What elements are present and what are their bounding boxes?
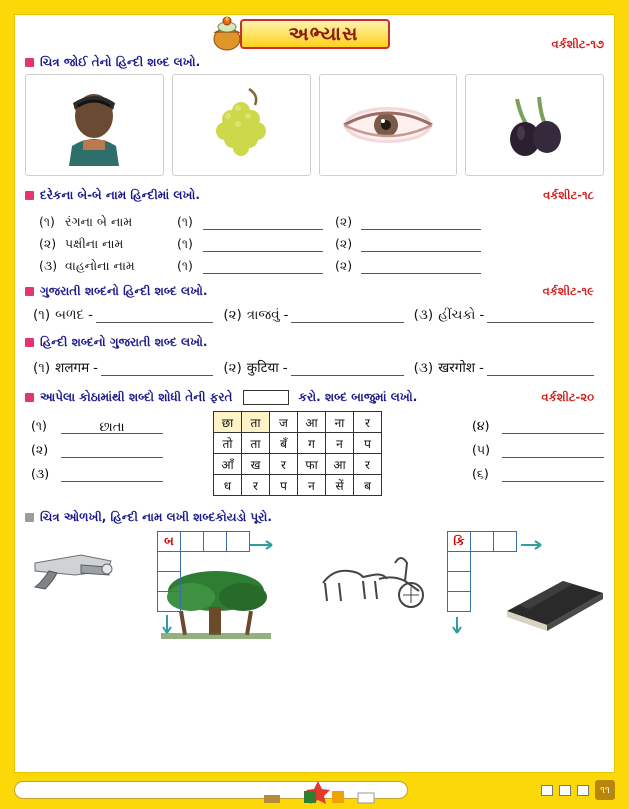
crossword-cell[interactable] — [181, 532, 204, 552]
word-dash: - — [283, 307, 289, 323]
word-index: (૨) — [223, 360, 242, 376]
list-item — [472, 442, 604, 458]
table-row — [158, 572, 250, 592]
bullock-cart-picture — [315, 543, 435, 613]
word-item — [223, 307, 413, 323]
table-row — [158, 592, 250, 612]
table-row — [214, 475, 382, 496]
page-number: ૧૧ — [595, 780, 615, 800]
table-row — [448, 532, 517, 552]
answer-blank[interactable] — [61, 444, 163, 458]
table-row — [158, 532, 250, 552]
row-sub-a: (૧) — [177, 214, 193, 229]
list-item — [39, 214, 604, 230]
picture-card-grapes — [172, 74, 311, 176]
row-index: (૧) — [39, 214, 55, 229]
square-bullet-icon — [25, 191, 34, 200]
answer-blank[interactable] — [361, 217, 481, 230]
section-4-title: હિન્દી શબ્દનો ગુજરાતી શબ્દ લખો. — [40, 335, 208, 349]
word-item — [414, 358, 604, 376]
word-text: બળદ — [55, 307, 85, 323]
crossword-seed-cell[interactable]: બ — [158, 532, 181, 552]
section-two-names — [15, 188, 614, 203]
grid-cell[interactable]: र — [270, 454, 298, 475]
word-text: शलगम — [55, 360, 90, 376]
word-dash: - — [282, 360, 288, 376]
grid-cell[interactable]: ता — [242, 433, 270, 454]
list-item — [31, 418, 163, 434]
picture-row — [15, 74, 614, 176]
list-item — [472, 466, 604, 482]
row-sub-b: (૨) — [335, 236, 353, 251]
table-row — [158, 552, 250, 572]
worksheet-tag-17: વર્કશીટ-૧૭ — [551, 37, 604, 51]
answer-blank[interactable] — [291, 363, 404, 376]
crossword-cell[interactable] — [227, 532, 250, 552]
section-crossword — [15, 510, 614, 525]
worksheet-tag-19: વર્કશીટ-૧૯ — [542, 284, 594, 298]
section-1-heading — [25, 55, 604, 70]
footer-square-icon — [577, 785, 589, 796]
row-label: વાહનોના નામ — [65, 258, 135, 273]
grid-cell[interactable]: फा — [298, 454, 326, 475]
worksheet-sheet — [14, 14, 615, 773]
row-index: (૩) — [39, 258, 58, 273]
answer-blank[interactable]: છાતા — [61, 420, 163, 434]
crossword-cell[interactable] — [204, 532, 227, 552]
answer-index: (૩) — [31, 466, 50, 481]
answer-blank[interactable] — [487, 310, 594, 323]
answer-blank[interactable] — [502, 444, 604, 458]
section-5-title-part2: કરો. શબ્દ બાજુમાં લખો. — [298, 390, 418, 404]
grid-cell[interactable]: प — [270, 475, 298, 496]
list-item — [472, 418, 604, 434]
crossword-cell[interactable] — [494, 532, 517, 552]
section-guj-to-hindi — [15, 284, 614, 299]
page-footer — [14, 775, 615, 805]
row-sub-b: (૨) — [335, 258, 353, 273]
footer-square-icon — [559, 785, 571, 796]
grid-cell[interactable]: तो — [214, 433, 242, 454]
crossword-one — [157, 531, 250, 612]
word-search-left-answers — [31, 411, 163, 496]
grid-cell[interactable]: र — [354, 454, 382, 475]
grid-cell[interactable]: र — [242, 475, 270, 496]
word-item — [33, 358, 223, 376]
word-item — [33, 307, 223, 323]
crossword-cell[interactable] — [448, 572, 471, 592]
answer-index: (૧) — [31, 418, 47, 433]
guj-word-row — [15, 305, 614, 323]
crossword-cell[interactable] — [158, 592, 181, 612]
crossword-cell[interactable] — [471, 532, 494, 552]
grapes-photo — [191, 81, 291, 169]
section-picture-words — [15, 55, 614, 70]
word-index: (૩) — [413, 307, 434, 323]
list-item — [31, 466, 163, 482]
word-index: (૨) — [223, 307, 242, 323]
row-label: પક્ષીના નામ — [65, 236, 124, 251]
circle-instruction-box — [243, 390, 289, 405]
footer-square-icon — [541, 785, 553, 796]
row-index: (૨) — [39, 236, 57, 251]
answer-index: (૪) — [472, 418, 490, 433]
eye-photo — [334, 89, 442, 161]
list-item — [39, 236, 604, 252]
worksheet-tag-20: વર્કશીટ-૨૦ — [541, 390, 594, 404]
section-word-search — [15, 390, 614, 405]
crossword-cell[interactable] — [158, 552, 181, 572]
row-label: રંગના બે નામ — [65, 214, 133, 229]
section-4-heading — [25, 335, 604, 350]
picture-card-eye — [319, 74, 458, 176]
section-5-title-part1: આપેલા કોઠામાંથી શબ્દો શોધી તેની ફરતે — [40, 390, 233, 404]
table-row — [448, 552, 517, 572]
list-item — [39, 258, 604, 274]
grid-cell[interactable]: आ — [326, 454, 354, 475]
square-bullet-icon — [25, 287, 34, 296]
man-portrait-photo — [48, 82, 140, 168]
square-bullet-icon — [25, 393, 34, 402]
crossword-cell[interactable] — [448, 592, 471, 612]
row-sub-a: (૧) — [177, 258, 193, 273]
word-item — [414, 307, 604, 323]
crossword-cell[interactable] — [448, 552, 471, 572]
answer-blank[interactable] — [203, 261, 323, 274]
answer-blank[interactable] — [361, 261, 481, 274]
answer-blank[interactable] — [101, 363, 213, 376]
word-dash: - — [479, 307, 485, 323]
section-2-heading — [25, 188, 604, 203]
answer-blank[interactable] — [502, 420, 604, 434]
crossword-grid[interactable] — [157, 531, 250, 612]
footer-right — [429, 779, 615, 801]
section-3-title: ગુજરાતી શબ્દનો હિન્દી શબ્દ લખો. — [40, 284, 208, 298]
word-dash: - — [93, 360, 99, 376]
brinjal-photo — [487, 85, 583, 165]
word-text: खरगोश — [438, 360, 476, 376]
word-index: (૧) — [33, 360, 51, 376]
picture-card-man — [25, 74, 164, 176]
grid-cell[interactable]: प — [354, 433, 382, 454]
answer-blank[interactable] — [502, 468, 604, 482]
grid-cell[interactable]: बँ — [270, 433, 298, 454]
square-bullet-icon — [25, 338, 34, 347]
grid-cell[interactable]: न — [298, 475, 326, 496]
book-picture — [501, 571, 605, 633]
grid-cell[interactable]: ग — [298, 433, 326, 454]
grid-cell[interactable]: ख — [242, 454, 270, 475]
section-6-title: ચિત્ર ઓળખી, હિન્દી નામ લખી શબ્દકોયડો પૂરો. — [40, 510, 272, 524]
section-2-title: દરેકના બે-બે નામ હિન્દીમાં લખો. — [40, 188, 200, 202]
section-5-heading — [25, 390, 604, 405]
word-search-grid[interactable] — [213, 411, 382, 496]
row-sub-b: (૨) — [335, 214, 353, 229]
grid-cell[interactable]: छा — [214, 412, 242, 433]
festival-kalash-icon — [205, 13, 249, 53]
word-text: હીંચકો — [438, 307, 476, 323]
grid-cell[interactable]: र — [354, 412, 382, 433]
row-sub-a: (૧) — [177, 236, 193, 251]
answer-blank[interactable] — [291, 310, 403, 323]
picture-card-brinjal — [465, 74, 604, 176]
square-bullet-icon — [25, 513, 34, 522]
table-row — [214, 433, 382, 454]
word-index: (૩) — [413, 360, 434, 376]
crossword-cell[interactable] — [158, 572, 181, 592]
grid-cell[interactable]: ता — [242, 412, 270, 433]
section-6-heading — [25, 510, 604, 525]
word-text: कुटिया — [246, 360, 279, 376]
grid-cell[interactable]: ध — [214, 475, 242, 496]
word-item — [223, 358, 413, 376]
answer-index: (૫) — [472, 442, 490, 457]
crossword-area — [15, 531, 614, 649]
grid-cell[interactable]: ब — [354, 475, 382, 496]
answer-blank[interactable] — [203, 217, 323, 230]
word-text: ત્રાજવું — [246, 307, 280, 323]
section-1-title: ચિત્ર જોઈ તેનો હિન્દી શબ્દ લખો. — [40, 55, 201, 69]
word-search-area — [15, 409, 614, 496]
grid-cell[interactable]: आ — [298, 412, 326, 433]
list-item — [31, 442, 163, 458]
word-dash: - — [88, 307, 93, 323]
answer-blank[interactable] — [61, 468, 163, 482]
answer-blank[interactable] — [203, 239, 323, 252]
answer-index: (૬) — [472, 466, 489, 481]
table-row — [214, 412, 382, 433]
word-search-right-answers — [472, 411, 604, 496]
answer-index: (૨) — [31, 442, 49, 457]
word-dash: - — [479, 360, 484, 376]
worksheet-tag-18: વર્કશીટ-૧૮ — [543, 188, 594, 202]
grid-cell[interactable]: न — [326, 433, 354, 454]
names-list — [15, 207, 614, 274]
grid-cell[interactable]: आँ — [214, 454, 242, 475]
header-ribbon — [240, 19, 390, 49]
gun-picture — [29, 543, 125, 595]
crossword-seed-cell[interactable]: કિ — [448, 532, 471, 552]
table-row — [214, 454, 382, 475]
page-header — [15, 15, 614, 55]
grid-cell[interactable]: ना — [326, 412, 354, 433]
hindi-word-row — [15, 356, 614, 376]
header-title: અભ્યાસ — [288, 23, 359, 45]
word-index: (૧) — [33, 307, 51, 323]
grid-cell[interactable]: ज — [270, 412, 298, 433]
answer-blank[interactable] — [487, 363, 594, 376]
footer-ornament-icon — [246, 777, 406, 805]
section-hindi-to-guj — [15, 335, 614, 350]
square-bullet-icon — [25, 58, 34, 67]
grid-cell[interactable]: सें — [326, 475, 354, 496]
answer-blank[interactable] — [361, 239, 481, 252]
answer-blank[interactable] — [96, 310, 213, 323]
section-3-heading — [25, 284, 604, 299]
